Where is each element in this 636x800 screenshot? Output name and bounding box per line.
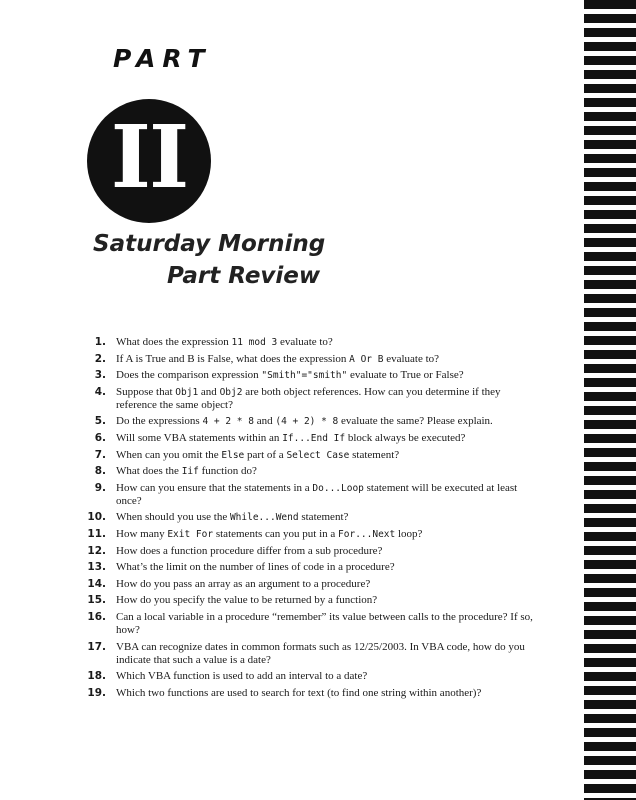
question-text [116,415,493,427]
text-run: evaluate the same? Please explain. [338,415,493,428]
text-run: How do you specify the value to be returned by a function? [116,594,378,607]
inline-code: Obj1 [175,386,199,398]
section-title-line-1: Saturday Morning [93,231,326,257]
question-number: 12. [87,544,106,557]
text-run: VBA can recognize dates in common formats such as 12/25/2003. In VBA code, how do you indicate that such a value is a date? [116,640,525,666]
question-number: 18. [87,670,106,683]
inline-code: If...End If [282,432,346,444]
review-question-list [81,336,541,703]
text-run: Which VBA function is used to add an interval to a date? [116,670,368,683]
question-number: 14. [87,577,106,590]
question-number: 10. [87,511,106,524]
question-number: 6. [94,431,106,444]
inline-code: "Smith"="smith" [261,370,348,382]
text-run: evaluate to? [383,352,440,365]
question-number: 15. [87,594,106,607]
text-run: and [253,415,276,428]
inline-code: (4 + 2) * 8 [275,416,339,428]
inline-code: Select Case [286,449,350,461]
inline-code: While...Wend [229,512,299,524]
question-number: 1. [94,336,106,348]
text-run: How does a function procedure differ from a sub procedure? [116,544,383,557]
text-run: block always be executed? [345,431,466,444]
question-number: 16. [87,610,106,623]
inline-code: Do...Loop [312,482,364,494]
question-item [81,528,541,541]
text-run: What does the expression [116,336,232,348]
inline-code: For...Next [338,528,396,540]
text-run: evaluate to? [277,336,333,348]
question-text [116,386,501,411]
question-number: 13. [87,561,106,574]
text-run: Suppose that [116,385,176,398]
text-run: are both object references. How can you determine if they reference the same object? [116,385,501,411]
text-run: Does the comparison expression [116,369,262,382]
inline-code: Exit For [167,528,214,540]
question-item [81,641,541,667]
text-run: When can you omit the [116,448,222,461]
section-title-line-2: Part Review [167,263,321,289]
question-text [116,353,439,365]
question-item [81,687,541,700]
inline-code: Else [221,449,245,461]
question-item [81,578,541,591]
text-run: Which two functions are used to search for text (to find one string within another)? [116,686,482,699]
inline-code: 4 + 2 * 8 [202,416,254,428]
text-run: function do? [198,465,257,478]
question-number: 7. [94,448,106,461]
question-item [81,561,541,574]
text-run: and [198,385,220,398]
text-run: What’s the limit on the number of lines of code in a procedure? [116,561,395,574]
question-text [116,528,422,540]
question-number: 4. [94,385,106,398]
question-number: 9. [94,481,106,494]
text-run: statement? [349,448,400,461]
question-text [116,594,377,606]
question-item [81,353,541,366]
page-edge-stripes [584,0,636,800]
question-number: 19. [87,686,106,699]
question-number: 8. [94,465,106,478]
question-text [116,432,465,444]
text-run: Can a local variable in a procedure “remember” its value between calls to the procedure? If so, how? [116,610,533,636]
question-text [116,465,257,477]
question-text [116,687,481,699]
question-item [81,336,541,349]
question-number: 3. [94,369,106,382]
inline-code: Iif [181,466,199,478]
question-number: 5. [94,415,106,428]
text-run: If A is True and B is False, what does the expression [116,352,350,365]
question-item [81,511,541,524]
question-text [116,482,517,507]
part-number-badge [87,99,211,223]
question-item [81,545,541,558]
question-text [116,641,525,666]
text-run: What does the [116,465,182,478]
question-item [81,670,541,683]
question-item [81,465,541,478]
question-text [116,511,348,523]
text-run: evaluate to True or False? [347,369,464,382]
part-label: PART [113,44,212,73]
question-text [116,578,370,590]
question-text [116,369,464,381]
text-run: Will some VBA statements within an [116,431,283,444]
text-run: statement will be executed at least once? [116,481,518,507]
question-number: 11. [87,527,106,540]
question-item [81,415,541,428]
question-text [116,670,367,682]
question-text [116,561,395,573]
text-run: loop? [395,527,423,540]
question-item [81,432,541,445]
question-item [81,482,541,508]
question-text [116,611,533,636]
text-run: How many [116,527,168,540]
question-item [81,594,541,607]
inline-code: 11 mod 3 [231,337,278,348]
question-text [116,449,399,461]
part-number: II [110,107,188,208]
text-run: statement? [298,511,349,524]
text-run: part of a [244,448,287,461]
text-run: How can you ensure that the statements in a [116,481,313,494]
question-item [81,386,541,412]
inline-code: A Or B [349,353,384,365]
question-item [81,369,541,382]
question-item [81,449,541,462]
question-text [116,545,382,557]
inline-code: Obj2 [219,386,243,398]
question-item [81,611,541,637]
question-text [116,336,333,348]
question-number: 2. [94,352,106,365]
question-number: 17. [87,640,106,653]
text-run: Do the expressions [116,415,203,428]
text-run: When should you use the [116,511,230,524]
text-run: How do you pass an array as an argument to a procedure? [116,577,371,590]
text-run: statements can you put in a [213,527,339,540]
